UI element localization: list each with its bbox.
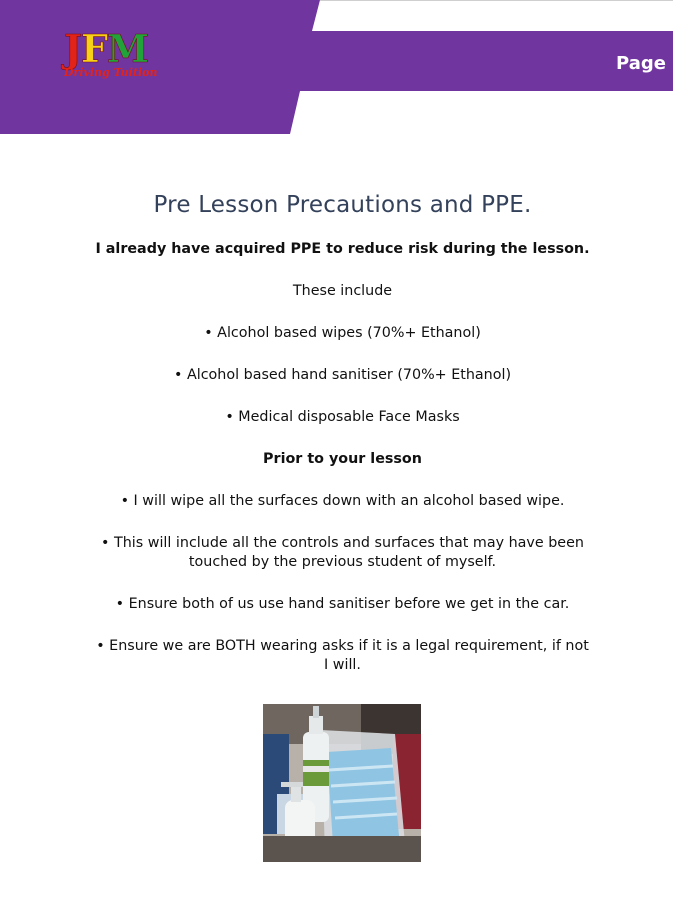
- ppe-item-sanitiser: • Alcohol based hand sanitiser (70%+ Ethanol): [173, 367, 512, 383]
- prior-item-wipe: • I will wipe all the surfaces down with an alcohol based wipe.: [120, 493, 565, 509]
- intro-text: I already have acquired PPE to reduce risk during the lesson.: [95, 241, 590, 257]
- page-title: Pre Lesson Precautions and PPE.: [153, 192, 532, 218]
- ppe-item-masks: • Medical disposable Face Masks: [225, 409, 460, 425]
- logo-letters: [64, 26, 176, 71]
- prior-item-controls: • This will include all the controls and surfaces that may have been touched by the previous student of myself.: [101, 535, 584, 570]
- prior-item-masks: • Ensure we are BOTH wearing asks if it is a legal requirement, if not I will.: [96, 638, 589, 673]
- prior-item-sanitiser: • Ensure both of us use hand sanitiser before we get in the car.: [115, 596, 570, 612]
- page-number: Page 5: [616, 53, 685, 74]
- document-body: [60, 192, 625, 698]
- ppe-supplies-photo: [263, 704, 421, 862]
- prior-heading: Prior to your lesson: [263, 451, 422, 467]
- logo-letter-f: F: [80, 26, 107, 71]
- logo-subtitle: Driving Tuition: [64, 66, 158, 79]
- logo-letter-m: M: [106, 26, 149, 71]
- list-intro: These include: [292, 283, 393, 299]
- ppe-item-wipes: • Alcohol based wipes (70%+ Ethanol): [204, 325, 481, 341]
- logo-letter-j: J: [64, 26, 81, 71]
- jfm-logo: [64, 26, 176, 86]
